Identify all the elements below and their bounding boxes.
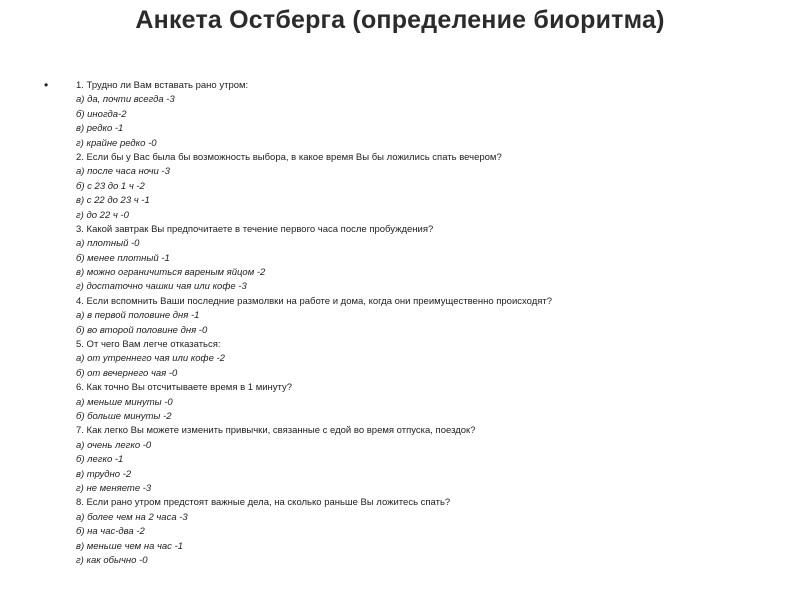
answer-option: а) да, почти всегда -3	[76, 94, 175, 106]
question-6: 6. Как точно Вы отсчитываете время в 1 минуту?	[76, 382, 293, 394]
answer-option: б) больше минуты -2	[76, 410, 172, 422]
answer-option: г) не меняете -3	[76, 482, 152, 494]
question-5: 5. От чего Вам легче отказаться:	[76, 339, 221, 351]
answer-option: а) от утреннего чая или кофе -2	[76, 353, 225, 365]
answer-option: в) можно ограничиться вареным яйцом -2	[76, 267, 266, 279]
question-8: 8. Если рано утром предстоят важные дела, на сколько раньше Вы ложитесь спать?	[76, 497, 451, 509]
bullet-marker: •	[44, 78, 49, 92]
answer-option: а) после часа ночи -3	[76, 166, 170, 178]
answer-option: б) менее плотный -1	[76, 252, 170, 264]
question-3: 3. Какой завтрак Вы предпочитаете в течение первого часа после пробуждения?	[76, 223, 434, 235]
answer-option: б) во второй половине дня -0	[76, 324, 208, 336]
answer-option: г) крайне редко -0	[76, 137, 157, 149]
answer-option: в) с 22 до 23 ч -1	[76, 195, 150, 207]
question-list	[76, 79, 776, 568]
slide-title: Анкета Остберга (определение биоритма)	[135, 6, 665, 34]
answer-option: а) в первой половине дня -1	[76, 310, 200, 322]
question-1: 1. Трудно ли Вам вставать рано утром:	[76, 80, 249, 91]
answer-option: в) меньше чем на час -1	[76, 540, 184, 552]
answer-option: а) очень легко -0	[76, 439, 152, 451]
answer-option: г) достаточно чашки чая или кофе -3	[76, 281, 247, 293]
answer-option: б) иногда-2	[76, 108, 127, 120]
answer-option: б) на час-два -2	[76, 526, 145, 538]
question-4: 4. Если вспомнить Ваши последние размолвки на работе и дома, когда они преимущественно происходят?	[76, 295, 553, 307]
question-2: 2. Если бы у Вас была бы возможность выбора, в какое время Вы бы ложились спать вечером?	[76, 151, 502, 163]
answer-option: б) с 23 до 1 ч -2	[76, 180, 145, 192]
answer-option: г) до 22 ч -0	[76, 209, 129, 221]
answer-option: а) плотный -0	[76, 238, 140, 250]
answer-option: в) трудно -2	[76, 468, 132, 480]
question-7: 7. Как легко Вы можете изменить привычки, связанные с едой во время отпуска, поездок?	[76, 425, 476, 437]
answer-option: в) редко -1	[76, 123, 124, 135]
answer-option: г) как обычно -0	[76, 554, 148, 566]
answer-option: а) более чем на 2 часа -3	[76, 511, 188, 523]
answer-option: б) легко -1	[76, 454, 124, 466]
answer-option: б) от вечернего чая -0	[76, 367, 178, 379]
answer-option: а) меньше минуты -0	[76, 396, 173, 408]
